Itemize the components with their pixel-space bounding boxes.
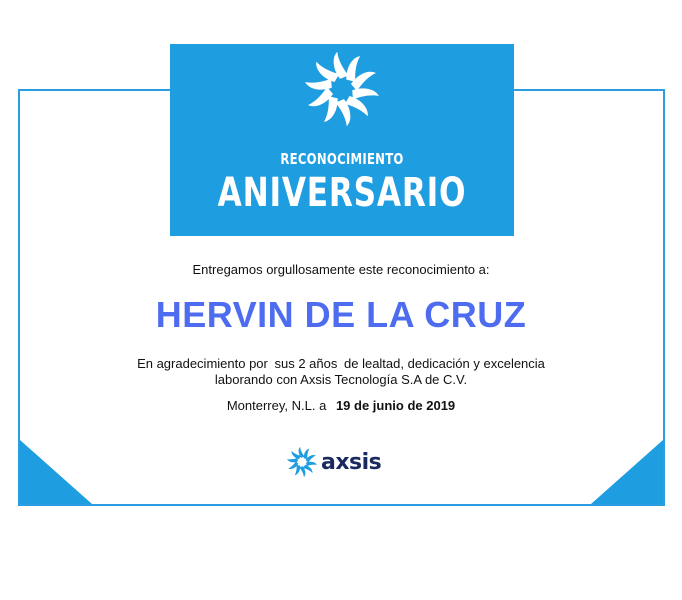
title-banner [170,44,514,236]
banner-subtitle: RECONOCIMIENTO [280,150,404,168]
axsis-swirl-logo-icon [287,447,317,477]
thanks-text [0,356,682,388]
location-date-line [0,398,682,413]
axsis-swirl-logo-icon [305,52,379,126]
brand-name: axsis [321,449,382,475]
banner-title: ANIVERSARIO [217,170,467,216]
thanks-line-2: laborando con Axsis Tecnología S.A de C.V. [214,372,468,387]
thanks-line-1 [0,356,682,372]
corner-triangle-left [20,440,92,504]
corner-triangle-right [591,440,663,504]
thanks-suffix: de lealtad, dedicación y excelencia [344,356,545,371]
years-of-service: sus 2 años [274,356,338,371]
thanks-prefix: En agradecimiento por [137,356,268,371]
intro-text: Entregamos orgullosamente este reconocimiento a: [192,262,490,277]
location: Monterrey, N.L. a [226,398,327,413]
brand-footer [287,449,381,475]
recipient-name: HERVIN DE LA CRUZ [155,294,527,335]
award-date: 19 de junio de 2019 [335,398,456,413]
